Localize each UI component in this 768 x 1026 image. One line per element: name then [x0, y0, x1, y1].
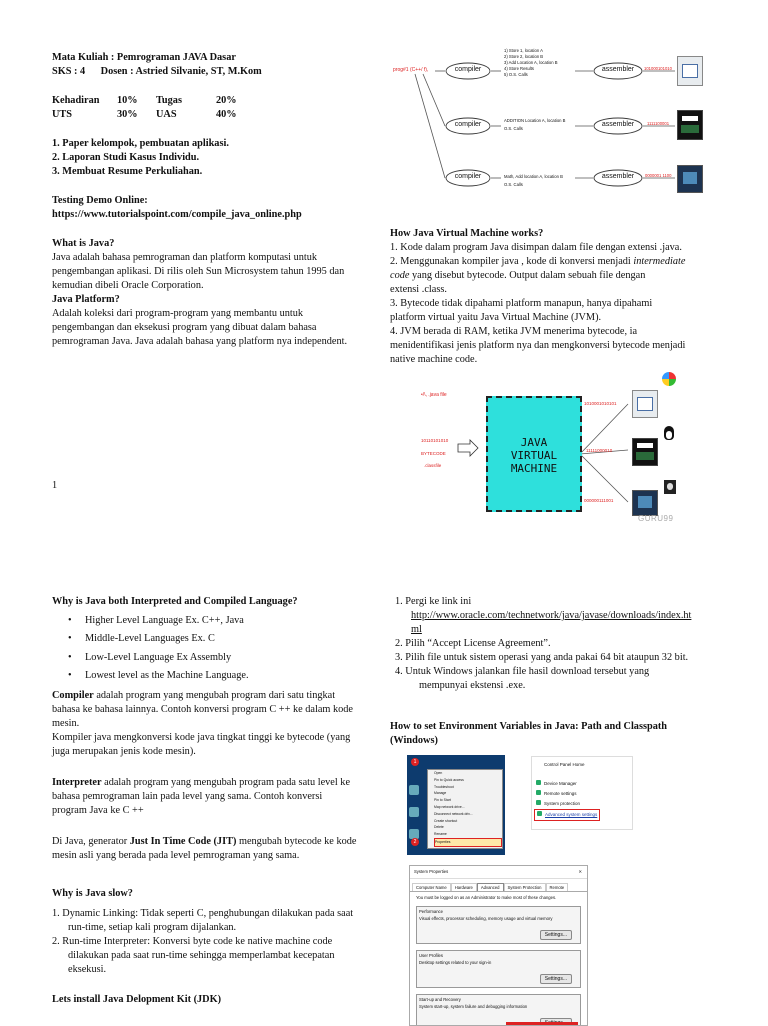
paragraph-line: 3. Bytecode tidak dipahami platform manapun, hanya dipahami	[390, 298, 653, 309]
step-line: 5) O.S. Calls	[504, 72, 528, 77]
control-panel-home[interactable]: Control Panel Home	[544, 762, 585, 767]
list-item: 1. Dynamic Linking: Tidak seperti C, penghubungan dilakukan pada saat	[52, 908, 354, 919]
amd-cpu-icon	[632, 438, 658, 466]
java-source-label: •/\, .java file	[421, 392, 447, 398]
context-menu-item-properties[interactable]: Properties	[434, 838, 502, 847]
paragraph-line: native machine code.	[390, 354, 478, 365]
context-menu-item[interactable]: Open	[434, 771, 443, 775]
paragraph-line: 4. JVM berada di RAM, ketika JVM menerima bytecode, ia	[390, 326, 638, 337]
machine-code-bits: 0000001 1100	[645, 173, 672, 178]
tab-hardware[interactable]: Hardware	[451, 883, 477, 891]
heading-line: How to set Environment Variables in Java: Path and Classpath	[390, 721, 668, 732]
paragraph-line: Java adalah bahasa pemrograman dan platform komputasi untuk	[52, 252, 318, 263]
paragraph-line	[52, 689, 382, 703]
oracle-download-link[interactable]: http://www.oracle.com/technetwork/java/javase/downloads/index.ht	[411, 610, 692, 621]
jvm-box-line: VIRTUAL	[510, 449, 558, 462]
step-line: 3. Pilih file untuk sistem operasi yang anda pakai 64 bit ataupun 32 bit.	[395, 652, 689, 663]
native-code-bits: 000000111001	[584, 498, 614, 503]
grading-value: 20%	[216, 95, 237, 106]
paragraph-line: mesin.	[52, 718, 80, 729]
step-line: 1. Pergi ke link ini	[395, 596, 472, 607]
step-line: 2) Store 2, location B	[504, 54, 544, 59]
control-panel-screenshot	[531, 756, 633, 830]
task-item: 2. Laporan Studi Kasus Individu.	[52, 152, 200, 163]
task-item: 3. Membuat Resume Perkuliahan.	[52, 166, 203, 177]
language-levels-list	[68, 614, 249, 683]
list-item-text: Low-Level Language Ex Assembly	[85, 651, 232, 663]
group-title: Start-up and Recovery	[419, 997, 461, 1002]
context-menu-item[interactable]: Disconnect network driv...	[434, 811, 473, 816]
italic-span: intermediate	[633, 256, 686, 267]
paragraph-line	[52, 835, 382, 849]
list-item: • Low-Level Language Ex Assembly	[68, 651, 232, 663]
context-menu-item[interactable]: Pin to Start	[434, 798, 451, 803]
group-title: User Profiles	[419, 953, 443, 958]
text-span: adalah program yang mengubah program dari satu tingkat	[93, 690, 336, 701]
context-menu-item[interactable]: Delete	[434, 825, 444, 830]
step-line: 1) Store 1, location A	[504, 48, 543, 53]
desktop-context-menu-screenshot	[407, 755, 505, 855]
performance-group	[416, 906, 581, 944]
list-item-text: Middle-Level Languages Ex. C	[85, 633, 215, 645]
why-slow-heading: Why is Java slow?	[52, 888, 133, 899]
compiler-paragraph	[52, 689, 382, 759]
native-code-bits: 11111000010	[586, 448, 613, 453]
what-is-java-heading: What is Java?	[52, 238, 115, 249]
paragraph-line: platform virtual yaitu Java Virtual Machine (JVM).	[390, 312, 602, 323]
step-line-cont: mempunyai ekstensi .exe.	[419, 680, 526, 691]
group-desc: Visual effects, processor scheduling, memory usage and virtual memory	[419, 916, 553, 921]
paragraph-line: menidentifikasi jenis platform nya dan mengkonversi bytecode menjadi	[390, 340, 686, 351]
assembler-label: assembler	[601, 121, 635, 128]
shield-icon	[536, 800, 541, 805]
list-item: 2. Run-time Interpreter: Konversi byte code ke native machine code	[52, 936, 333, 947]
italic-span: code	[390, 270, 410, 281]
paragraph-line: pengembangan dan eksekusi program yang dibuat dalam bahasa	[52, 322, 317, 333]
step-line: 3) Add Location A, location B	[504, 60, 558, 65]
group-desc: Desktop settings related to your sign-in	[419, 960, 492, 965]
dialog-tabs	[410, 879, 587, 892]
tab-remote[interactable]: Remote	[546, 883, 569, 891]
task-list	[52, 137, 229, 179]
testing-label: Testing Demo Online:	[52, 195, 148, 206]
testing-url[interactable]: https://www.tutorialspoint.com/compile_java_online.php	[52, 209, 302, 220]
control-panel-link[interactable]	[536, 799, 600, 809]
oracle-download-link-cont[interactable]: ml	[411, 624, 422, 635]
grading-value: 30%	[117, 109, 138, 120]
row2-steps	[504, 117, 565, 133]
env-heading	[390, 720, 720, 748]
heading-line: (Windows)	[390, 735, 438, 746]
term: Just In Time Code (JIT)	[129, 836, 237, 847]
paragraph-line: kemudian dibeli Oracle Corporation.	[52, 280, 204, 291]
shield-icon	[537, 811, 542, 816]
native-code-bits: 1010001010101	[584, 401, 617, 406]
context-menu-item[interactable]: Pin to Quick access	[434, 777, 464, 782]
chip-icon	[677, 165, 703, 193]
jvm-diagram	[418, 368, 688, 528]
why-slow-list	[52, 907, 382, 977]
compiler-label: compiler	[454, 121, 482, 128]
what-is-java-section	[52, 237, 382, 349]
control-panel-link[interactable]	[536, 789, 600, 799]
compile-diagram	[393, 44, 713, 196]
group-title: Performance	[419, 909, 443, 914]
linux-penguin-icon	[664, 426, 674, 440]
why-both-heading: Why is Java both Interpreted and Compiled Language?	[52, 596, 298, 607]
paragraph-line: extensi .class.	[390, 284, 447, 295]
text-span: Di Java, generator	[52, 836, 130, 847]
step-line: O.S. Calls	[504, 126, 523, 131]
paragraph-line: bahasa ke bahasa lainnya. Contoh konversi program C ++ ke dalam kode	[52, 704, 353, 715]
task-item: 1. Paper kelompok, pembuatan aplikasi.	[52, 138, 229, 149]
user-profiles-group	[416, 950, 581, 988]
paragraph-line: Kompiler java mengkonversi kode java tingkat tinggi ke bytecode (yang	[52, 732, 351, 743]
paragraph-line: pemrograman Java. Java adalah bahasa yang platform nya independent.	[52, 336, 348, 347]
paragraph-line: bahasa pemrograman lain pada level yang sama. Contoh konversi	[52, 791, 323, 802]
list-item-cont: dilakukan pada saat run-time sehingga memperlambat kecepatan	[68, 950, 335, 961]
compiler-label: compiler	[454, 66, 482, 73]
list-item-cont: eksekusi.	[68, 964, 107, 975]
source-program-label: prog#1 (C++/ f),	[393, 67, 429, 73]
list-item: • Lowest level as the Machine Language.	[68, 670, 249, 682]
grading-table	[52, 94, 252, 122]
grading-value: 10%	[117, 95, 138, 106]
close-icon[interactable]: ✕	[578, 869, 582, 874]
intel-cpu-icon	[677, 56, 703, 86]
list-item-cont: run-time, setiap kali program dijalankan.	[68, 922, 237, 933]
machine-code-bits: 1111100001	[647, 121, 670, 126]
tab-computer-name[interactable]: Computer Name	[412, 883, 451, 891]
paragraph-line	[390, 255, 720, 269]
profiles-settings-button[interactable]: Settings...	[540, 974, 572, 984]
shield-icon	[536, 780, 541, 785]
step-line: 4) Store Results	[504, 66, 535, 71]
shield-icon	[536, 790, 541, 795]
jit-paragraph	[52, 835, 382, 863]
text-span: 2. Menggunakan kompiler java , kode di konversi menjadi	[390, 256, 634, 267]
jvm-box-line: MACHINE	[510, 462, 558, 475]
paragraph-line: pengembangan aplikasi. Di rilis oleh Sun Microsystem tahun 1995 dan	[52, 266, 345, 277]
course-title: Mata Kuliah : Pemrograman JAVA Dasar	[52, 52, 236, 63]
link-label: Remote settings	[544, 791, 577, 796]
dialog-body	[410, 892, 587, 1026]
grading-label: UAS	[156, 109, 177, 120]
course-sks: SKS : 4 Dosen : Astried Silvanie, ST, M.Kom	[52, 66, 262, 77]
context-menu-item[interactable]: Rename	[434, 832, 447, 837]
list-item-text: Lowest level as the Machine Language.	[85, 670, 249, 682]
paragraph-line: Adalah koleksi dari program-program yang membantu untuk	[52, 308, 304, 319]
list-item-text: Higher Level Language Ex. C++, Java	[85, 615, 244, 626]
assembler-label: assembler	[601, 173, 635, 180]
tab-advanced[interactable]: Advanced	[477, 883, 504, 891]
windows-logo-icon	[662, 372, 676, 386]
grading-label: Kehadiran	[52, 95, 100, 106]
context-menu-item[interactable]: Manage	[434, 791, 447, 796]
row1-steps	[504, 48, 558, 78]
context-menu-item[interactable]: Create shortcut	[434, 818, 458, 823]
admin-note: You must be logged on as an Administrator to make most of these changes.	[416, 895, 557, 900]
desktop-icon	[409, 785, 419, 795]
step-line: 4. Untuk Windows jalankan file hasil download tersebut yang	[395, 666, 650, 677]
jvm-works-heading: How Java Virtual Machine works?	[390, 228, 544, 239]
jvm-box-line: JAVA	[520, 436, 548, 449]
row3-steps	[504, 173, 563, 189]
text-span: adalah program yang mengubah program pada satu level ke	[101, 777, 351, 788]
install-heading: Lets install Java Delopment Kit (JDK)	[52, 994, 222, 1005]
step-line: O.S. Calls	[504, 182, 523, 187]
paragraph-line	[52, 776, 382, 790]
compiler-label: compiler	[454, 173, 482, 180]
control-panel-links	[536, 779, 600, 821]
desktop-icon	[409, 807, 419, 817]
chip-icon	[632, 490, 658, 516]
jvm-works-section	[390, 227, 720, 367]
apple-logo-icon	[664, 480, 676, 494]
grading-label: UTS	[52, 109, 73, 120]
list-item: • Higher Level Language Ex. C++, Java	[68, 615, 244, 626]
step-marker-icon: 2	[411, 838, 419, 846]
paragraph-line: program Java ke C ++	[52, 805, 144, 816]
dialog-title: System Properties	[414, 869, 449, 874]
interpreter-paragraph	[52, 776, 382, 818]
context-menu	[427, 769, 503, 849]
link-label: System protection	[544, 801, 581, 806]
bytecode-label: BYTECODE	[421, 451, 446, 456]
system-properties-dialog	[409, 865, 588, 1026]
step-marker-icon: 1	[411, 758, 419, 766]
context-menu-item[interactable]: Map network drive...	[434, 804, 465, 809]
link-label: Device Manager	[544, 781, 577, 786]
performance-settings-button[interactable]: Settings...	[540, 930, 572, 940]
assembler-label: assembler	[601, 66, 635, 73]
term: Interpreter	[52, 777, 102, 788]
paragraph-line: juga merupakan jenis kode mesin).	[52, 746, 196, 757]
paragraph-line	[390, 269, 720, 283]
context-menu-item[interactable]: Troubleshoot	[434, 784, 454, 789]
grading-row	[52, 108, 252, 122]
dialog-titlebar	[410, 866, 587, 879]
watermark: GURU99	[638, 514, 674, 523]
grading-value: 40%	[216, 109, 237, 120]
classfile-label: .classfile	[424, 463, 442, 468]
java-platform-heading: Java Platform?	[52, 294, 120, 305]
list-item: • Middle-Level Languages Ex. C	[68, 633, 215, 645]
intel-cpu-icon	[632, 390, 658, 418]
step-line: 2. Pilih “Accept License Agreement”.	[395, 638, 551, 649]
install-steps	[395, 595, 715, 693]
step-line: Math, Add location A, location B	[504, 174, 563, 179]
grading-label: Tugas	[156, 95, 182, 106]
control-panel-link[interactable]	[536, 779, 600, 789]
machine-code-bits: 101000101010	[644, 66, 672, 71]
amd-cpu-icon	[677, 110, 703, 140]
link-label: Advanced system settings	[545, 812, 598, 817]
bytecode-bits: 10110101010	[421, 438, 449, 443]
page-number: 1	[52, 480, 58, 491]
paragraph-line: 1. Kode dalam program Java disimpan dalam file dengan extensi .java.	[390, 242, 682, 253]
text-span: mengubah bytecode ke kode	[236, 836, 357, 847]
jvm-box	[486, 396, 582, 512]
paragraph-line: mesin asli yang berada pada level pemrograman yang sama.	[52, 850, 300, 861]
step-line: ADDITION Location A, location B	[504, 118, 566, 123]
tab-system-protection[interactable]: System Protection	[504, 883, 546, 891]
group-desc: System start-up, system failure and debugging information	[419, 1004, 528, 1009]
grading-row	[52, 94, 252, 108]
text-span: yang disebut bytecode. Output dalam sebuah file dengan	[409, 270, 646, 281]
term: Compiler	[52, 690, 94, 701]
advanced-settings-link[interactable]	[534, 809, 600, 821]
